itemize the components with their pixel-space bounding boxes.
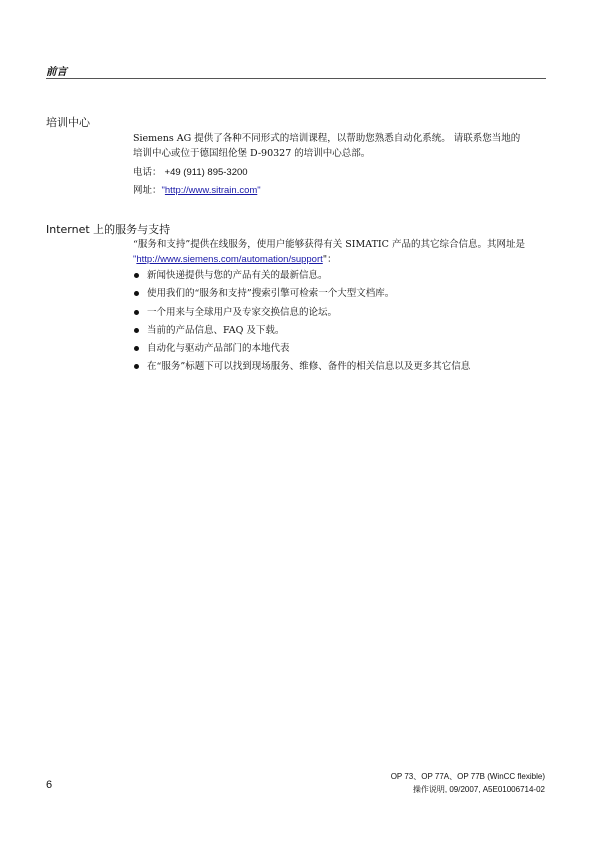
internet-url-line xyxy=(133,252,543,267)
training-section-title: 培训中心 xyxy=(46,116,90,129)
list-item: 一个用来与全球用户及专家交换信息的论坛。 xyxy=(133,307,553,319)
header-rule xyxy=(46,78,546,79)
phone-label: 电话： xyxy=(133,167,162,178)
training-phone xyxy=(133,165,543,180)
list-item: 使用我们的“服务和支持”搜索引擎可检索一个大型文档库。 xyxy=(133,288,553,300)
bullet-icon xyxy=(134,364,139,369)
footer-manual-id: 操作说明, 09/2007, A5E01006714-02 xyxy=(412,785,545,794)
internet-intro-line-1: “服务和支持”提供在线服务，使用户能够获得有关 SIMATIC 产品的其它综合信息。其网址是 xyxy=(133,239,525,250)
list-item: 新闻快递提供与您的产品有关的最新信息。 xyxy=(133,270,553,282)
running-header: 前言 xyxy=(46,66,67,78)
list-item: 当前的产品信息、FAQ 及下载。 xyxy=(133,325,553,337)
training-description xyxy=(133,131,543,161)
training-website xyxy=(133,183,543,198)
bullet-icon xyxy=(134,310,139,315)
training-desc-line-2: 培训中心或位于德国纽伦堡 D-90327 的培训中心总部。 xyxy=(133,148,371,159)
list-item: 自动化与驱动产品部门的本地代表 xyxy=(133,343,553,355)
page-number: 6 xyxy=(46,779,53,791)
website-label: 网址： xyxy=(133,185,162,196)
phone-value: +49 (911) 895-3200 xyxy=(164,167,248,178)
footer-doc-info xyxy=(391,770,545,796)
bullet-icon xyxy=(134,328,139,333)
support-quote-open: " xyxy=(133,254,137,265)
website-quote-close: " xyxy=(257,185,261,196)
sitrain-link[interactable]: http://www.sitrain.com xyxy=(164,185,258,196)
list-item: 在“服务”标题下可以找到现场服务、维修、备件的相关信息以及更多其它信息 xyxy=(133,361,553,373)
support-features-list xyxy=(133,270,553,380)
support-quote-close: "： xyxy=(322,254,337,265)
training-desc-line-1: Siemens AG 提供了各种不同形式的培训课程，以帮助您熟悉自动化系统。 请联系您当地的 xyxy=(133,133,521,144)
bullet-icon xyxy=(134,273,139,278)
internet-intro xyxy=(133,237,543,267)
footer-product: OP 73、OP 77A、OP 77B (WinCC flexible) xyxy=(390,772,545,781)
support-link[interactable]: http://www.siemens.com/automation/support xyxy=(136,254,323,265)
bullet-icon xyxy=(134,346,139,351)
bullet-icon xyxy=(134,291,139,296)
website-quote-open: " xyxy=(161,185,165,196)
internet-section-title: Internet 上的服务与支持 xyxy=(46,223,171,236)
